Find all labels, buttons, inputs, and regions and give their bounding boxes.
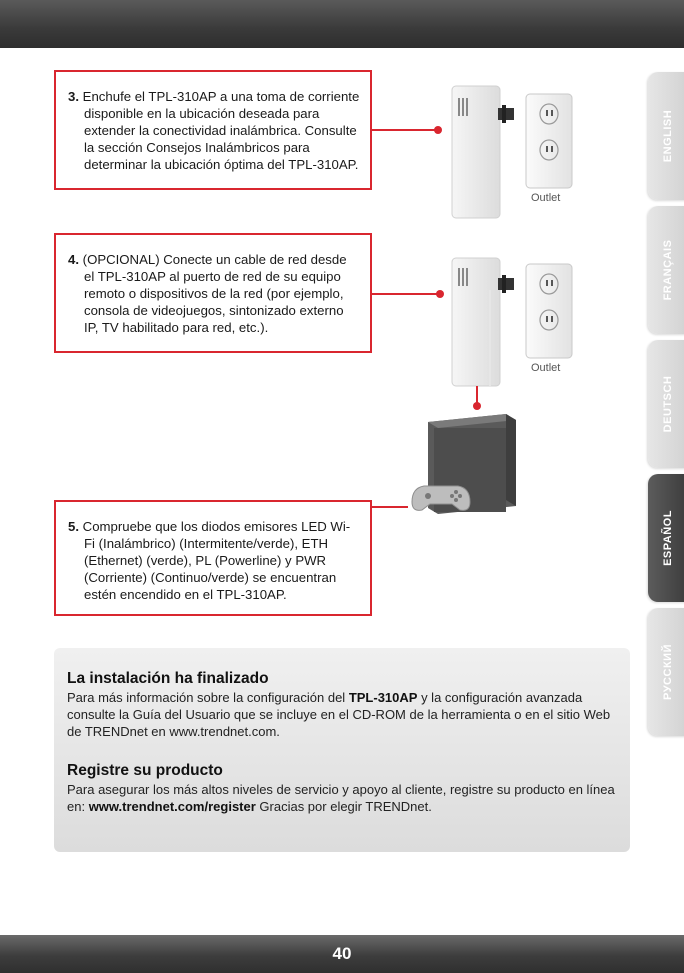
install-complete-text bbox=[67, 689, 616, 740]
tab-english-label: ENGLISH bbox=[662, 109, 674, 163]
tab-deutsch[interactable] bbox=[648, 340, 684, 468]
tab-francais[interactable] bbox=[648, 206, 684, 334]
step-3-connector bbox=[372, 129, 438, 131]
step-4-number: 4. bbox=[68, 252, 79, 267]
step-3-box bbox=[54, 70, 372, 190]
tab-espanol-label: ESPAÑOL bbox=[662, 510, 674, 566]
step-4-text: (OPCIONAL) Conecte un cable de red desde el TPL-310AP al puerto de red de su equipo remoto o dispositivos de la red (por ejemplo, consola de videojuegos, sintonizado externo IP, TV habilitado para red, etc.). bbox=[82, 252, 347, 335]
step-5-connector bbox=[372, 506, 408, 508]
install-text-part-2: y la configuración avanzada consulte la Guía del Usuario que se incluye en el CD-ROM de la herramienta o en el sitio Web de TRENDnet en www.trendnet.com. bbox=[67, 690, 611, 739]
ethernet-cable-dot bbox=[473, 402, 481, 410]
tab-russian-label: РУССКИЙ bbox=[662, 644, 674, 700]
register-link[interactable]: www.trendnet.com/register bbox=[88, 799, 256, 814]
product-name: TPL-310AP bbox=[348, 690, 418, 705]
install-complete-title: La instalación ha finalizado bbox=[67, 670, 269, 687]
step-5-number: 5. bbox=[68, 519, 79, 534]
install-text-part-1: Para más información sobre la configuración del bbox=[67, 690, 349, 705]
info-panel bbox=[54, 648, 630, 852]
step-5-text: Compruebe que los diodos emisores LED Wi-Fi (Inalámbrico) (Intermitente/verde), ETH (Ethernet) (verde), PL (Powerline) y PWR (Corriente) (Continuo/verde) se encuentran estén encendido en el TPL-310AP. bbox=[82, 519, 351, 602]
outlet-label-1: Outlet bbox=[531, 192, 561, 204]
register-text-part-1: Para asegurar los más altos niveles de servicio y apoyo al cliente, registre su producto en línea en: bbox=[67, 782, 615, 814]
register-title: Registre su producto bbox=[67, 762, 223, 779]
register-text bbox=[67, 781, 616, 815]
step-3-text: Enchufe el TPL-310AP a una toma de corriente disponible en la ubicación deseada para extender la conectividad inalámbrica. Consulte la sección Consejos Inalámbricos para determinar la ubicación óptima del TPL-310AP. bbox=[82, 89, 360, 172]
header-bar bbox=[0, 0, 684, 48]
tab-deutsch-label: DEUTSCH bbox=[662, 375, 674, 433]
page-number: 40 bbox=[332, 944, 352, 963]
game-console-icon bbox=[410, 410, 525, 520]
outlet-label-2: Outlet bbox=[531, 362, 561, 374]
step-5-box bbox=[54, 500, 372, 616]
tab-russian[interactable] bbox=[648, 608, 684, 736]
tab-espanol[interactable] bbox=[648, 474, 684, 602]
tab-english[interactable] bbox=[648, 72, 684, 200]
tab-francais-label: FRANÇAIS bbox=[662, 239, 674, 301]
register-text-part-2: Gracias por elegir TRENDnet. bbox=[255, 799, 432, 814]
step-3-number: 3. bbox=[68, 89, 79, 104]
step-4-box bbox=[54, 233, 372, 353]
footer-bar bbox=[0, 935, 684, 973]
step-4-connector bbox=[372, 293, 440, 295]
